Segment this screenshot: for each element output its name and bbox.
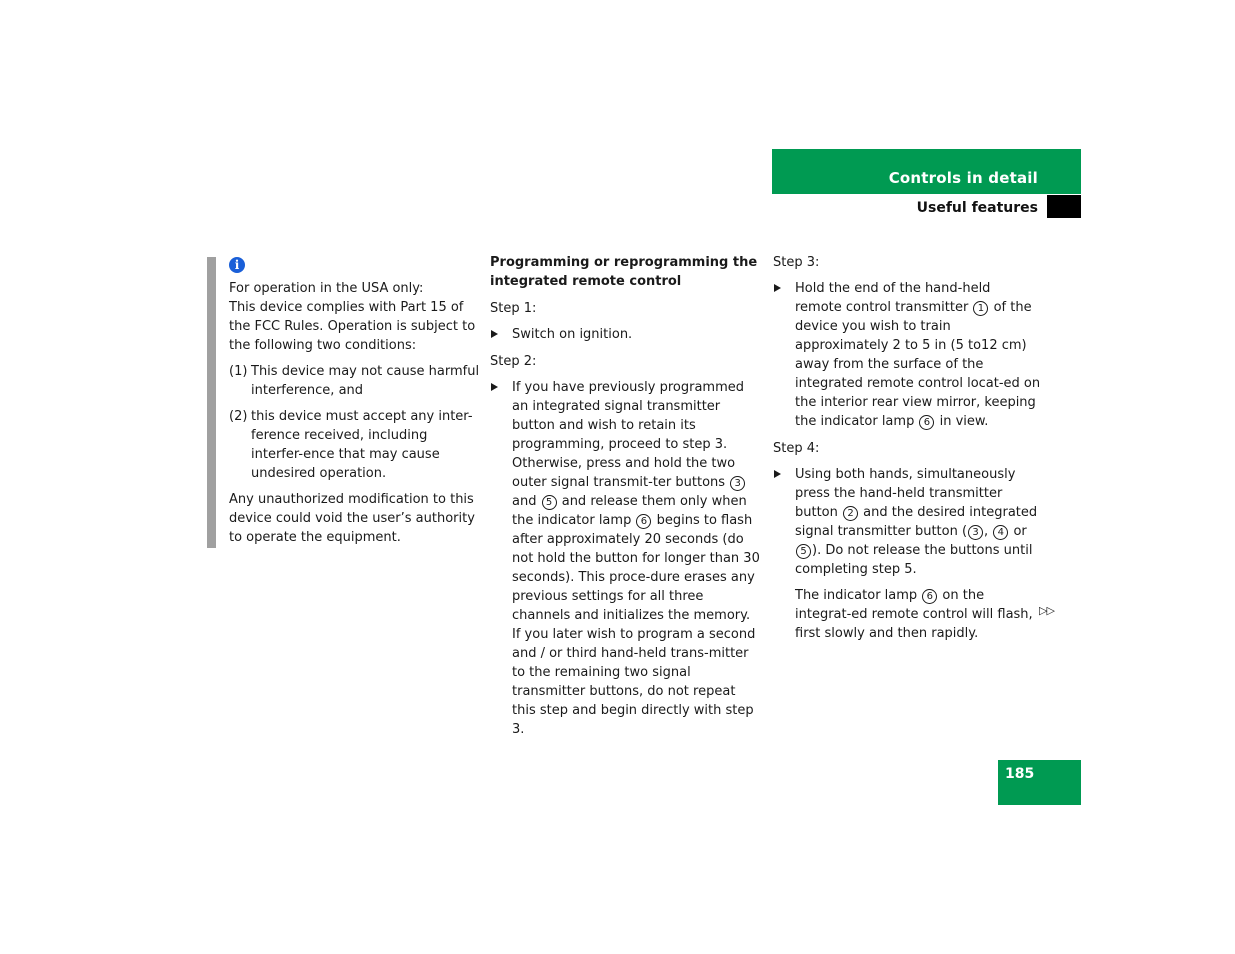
button-ref-circle: 4 — [993, 525, 1008, 540]
section-title: Controls in detail — [888, 169, 1038, 187]
section-tab-marker — [1047, 195, 1081, 218]
page-number-box — [998, 760, 1081, 805]
programming-column-2 — [773, 253, 1041, 643]
condition-text: this device must accept any inter-ference received, including interfer-ence that may cause undesired operation. — [251, 409, 473, 481]
info-closing: Any unauthorized modification to this device could void the user’s authority to operate the equipment. — [229, 492, 475, 545]
step2-text: and release them only when the indicator lamp — [512, 494, 747, 528]
step3-label: Step 3: — [773, 255, 820, 270]
step2-label: Step 2: — [490, 354, 537, 369]
info-box — [229, 256, 481, 547]
lamp-ref-circle: 6 — [919, 415, 934, 430]
bullet-arrow-icon — [491, 383, 498, 391]
condition-number: (1) — [229, 364, 248, 379]
step4-text: or — [1009, 524, 1027, 539]
step4-text: Using both hands, simultaneously press the hand-held transmitter button — [795, 467, 1016, 520]
transmitter-ref-circle: 1 — [973, 301, 988, 316]
section-banner — [772, 149, 1081, 194]
step4-text: ). Do not release the buttons until completing step 5. — [795, 543, 1033, 577]
step3-text: of the device you wish to train approximately 2 to 5 in (5 to12 cm) away from the surface of the integrated remote control locat-ed on the interior rear view mirror, keeping the indicator lamp — [795, 300, 1041, 429]
step4-text: and the desired integrated signal transmitter button ( — [795, 505, 1038, 539]
step4-note-text: The indicator lamp — [795, 588, 922, 603]
condition-text: This device may not cause harmful interference, and — [251, 364, 480, 398]
button-ref-circle: 2 — [843, 506, 858, 521]
step3-text: in view. — [935, 414, 989, 429]
condition-number: (2) — [229, 409, 248, 424]
bullet-arrow-icon — [774, 470, 781, 478]
step3-instruction — [773, 279, 1041, 431]
lamp-ref-circle: 6 — [922, 589, 937, 604]
info-sidebar-bar — [207, 257, 216, 548]
bullet-arrow-icon — [774, 284, 781, 292]
bullet-arrow-icon — [491, 330, 498, 338]
button-ref-circle: 3 — [968, 525, 983, 540]
condition-2 — [229, 407, 481, 483]
step4-note-text: on the integrat-ed remote control will flash, first slowly and then rapidly. — [795, 588, 1033, 641]
subsection-title: Useful features — [916, 200, 1038, 216]
button-ref-circle: 5 — [796, 544, 811, 559]
step2-text: If you have previously programmed an integrated signal transmitter button and wish to retain its programming, proceed to step 3. Otherwise, press and hold the two outer signal transmit-ter buttons — [512, 380, 745, 490]
step4-label: Step 4: — [773, 441, 820, 456]
button-ref-circle: 5 — [542, 495, 557, 510]
programming-column-1 — [490, 253, 760, 739]
step1-text: Switch on ignition. — [512, 327, 633, 342]
info-intro: For operation in the USA only: This device complies with Part 15 of the FCC Rules. Operation is subject to the following two conditions: — [229, 281, 476, 353]
condition-1 — [229, 362, 481, 400]
step4-note — [773, 586, 1041, 643]
info-icon: i — [229, 257, 245, 273]
step2-instruction — [490, 378, 760, 739]
programming-heading: Programming or reprogramming the integrated remote control — [490, 255, 758, 289]
step4-instruction — [773, 465, 1041, 579]
step2-text: and — [512, 494, 541, 509]
lamp-ref-circle: 6 — [636, 514, 651, 529]
step4-text: , — [984, 524, 993, 539]
step1-instruction — [490, 325, 760, 344]
step1-label: Step 1: — [490, 301, 537, 316]
step2-text: begins to flash after approximately 20 seconds (do not hold the button for longer than 30 seconds). This proce-dure erases any previous settings for all three channels and initializes the memory. If you later wish to program a second and / or third hand-held trans-mitter to the remaining two signal transmitter buttons, do not repeat this step and begin directly with step 3. — [512, 513, 760, 737]
page-number: 185 — [1005, 766, 1035, 782]
button-ref-circle: 3 — [730, 476, 745, 491]
continued-arrows-icon: ▷▷ — [1039, 604, 1054, 617]
step3-text: Hold the end of the hand-held remote control transmitter — [795, 281, 991, 315]
